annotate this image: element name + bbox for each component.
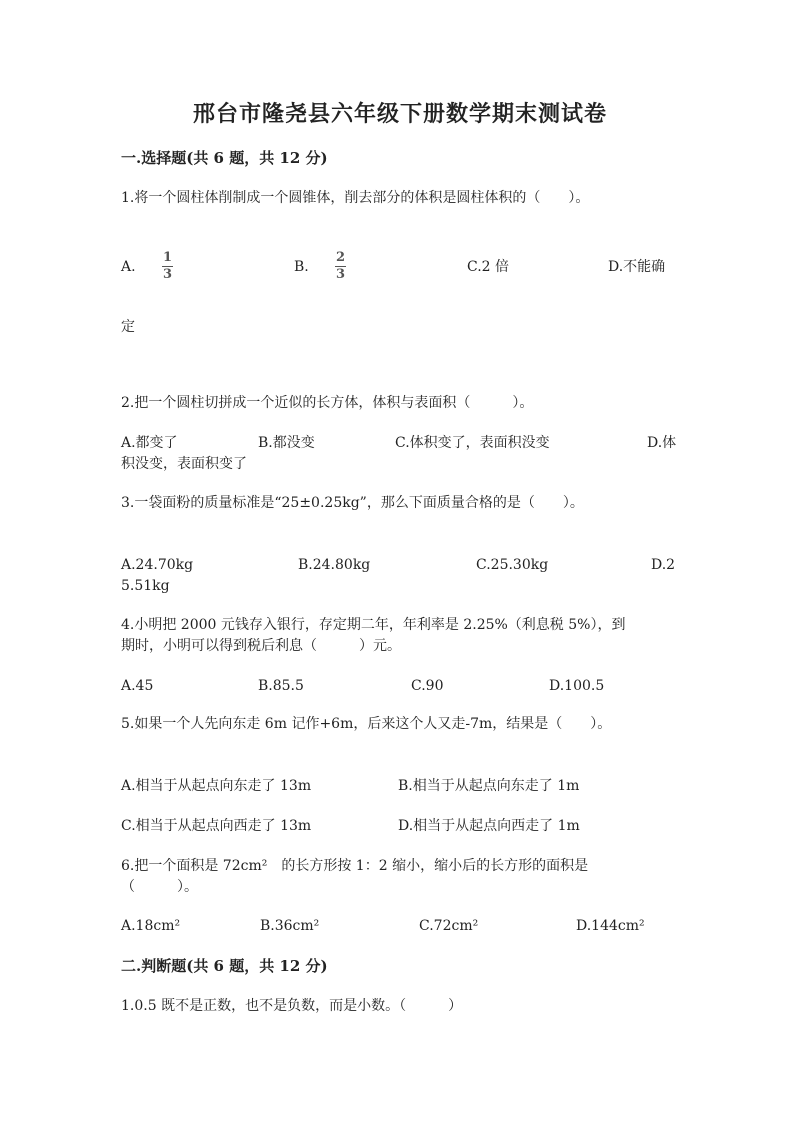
q2-option-c: C.体积变了，表面积没变 (395, 435, 550, 451)
q4-option-c: C.90 (411, 678, 444, 694)
fraction-denominator: 3 (162, 267, 173, 282)
q6-option-b: B.36cm² (260, 918, 320, 934)
q5-option-a: A.相当于从起点向东走了 13m (121, 778, 312, 794)
q3-stem: 3.一袋面粉的质量标准是“25±0.25kg”，那么下面质量合格的是（ ）。 (121, 495, 584, 511)
q4-option-b: B.85.5 (258, 678, 304, 694)
q2-option-d: D.体 (647, 435, 677, 451)
fraction-numerator: 1 (162, 250, 173, 265)
section2-heading: 二.判断题(共 6 题，共 12 分) (121, 957, 328, 975)
q1-stem: 1.将一个圆柱体削制成一个圆锥体，削去部分的体积是圆柱体积的（ ）。 (121, 190, 590, 206)
q1-option-b-label: B. (294, 259, 309, 275)
fraction-numerator: 2 (335, 250, 346, 265)
section1-heading: 一.选择题(共 6 题，共 12 分) (121, 149, 328, 167)
q6-stem-line1: 6.把一个面积是 72cm² 的长方形按 1：2 缩小，缩小后的长方形的面积是 (121, 858, 589, 874)
q5-option-b: B.相当于从起点向东走了 1m (398, 778, 580, 794)
q5-option-d: D.相当于从起点向西走了 1m (398, 818, 580, 834)
q6-option-c: C.72cm² (419, 918, 479, 934)
q1-option-a-label: A. (121, 259, 136, 275)
q3-option-a: A.24.70kg (121, 557, 194, 573)
q3-option-d: D.2 (651, 557, 676, 573)
s2-q1-stem: 1.0.5 既不是正数，也不是负数，而是小数。（ ） (121, 998, 463, 1014)
q1-option-a-fraction (162, 251, 173, 282)
q1-option-b-fraction (335, 251, 346, 282)
q4-stem-line2: 期时，小明可以得到税后利息（ ）元。 (121, 638, 401, 654)
q2-option-b: B.都没变 (258, 435, 315, 451)
q5-option-c: C.相当于从起点向西走了 13m (121, 818, 312, 834)
q6-option-d: D.144cm² (576, 918, 645, 934)
fraction-denominator: 3 (335, 267, 346, 282)
q4-option-a: A.45 (121, 678, 154, 694)
page-title: 邢台市隆尧县六年级下册数学期末测试卷 (192, 101, 607, 127)
q1-option-c: C.2 倍 (467, 259, 510, 275)
q6-option-a: A.18cm² (121, 918, 181, 934)
q2-option-d-wrap: 积没变，表面积变了 (121, 456, 247, 472)
q6-stem-line2: （ ）。 (121, 879, 198, 895)
q1-option-d-wrap: 定 (121, 319, 135, 335)
q4-option-d: D.100.5 (549, 678, 605, 694)
q3-option-c: C.25.30kg (476, 557, 549, 573)
q2-option-a: A.都变了 (121, 435, 178, 451)
q2-stem: 2.把一个圆柱切拼成一个近似的长方体，体积与表面积（ ）。 (121, 395, 534, 411)
q5-stem: 5.如果一个人先向东走 6m 记作+6m，后来这个人又走-7m，结果是（ ）。 (121, 716, 612, 732)
q3-option-d-wrap: 5.51kg (121, 578, 170, 594)
q4-stem-line1: 4.小明把 2000 元钱存入银行，存定期二年，年利率是 2.25%（利息税 5%），到 (121, 617, 626, 633)
q1-option-d: D.不能确 (608, 259, 666, 275)
q3-option-b: B.24.80kg (298, 557, 371, 573)
